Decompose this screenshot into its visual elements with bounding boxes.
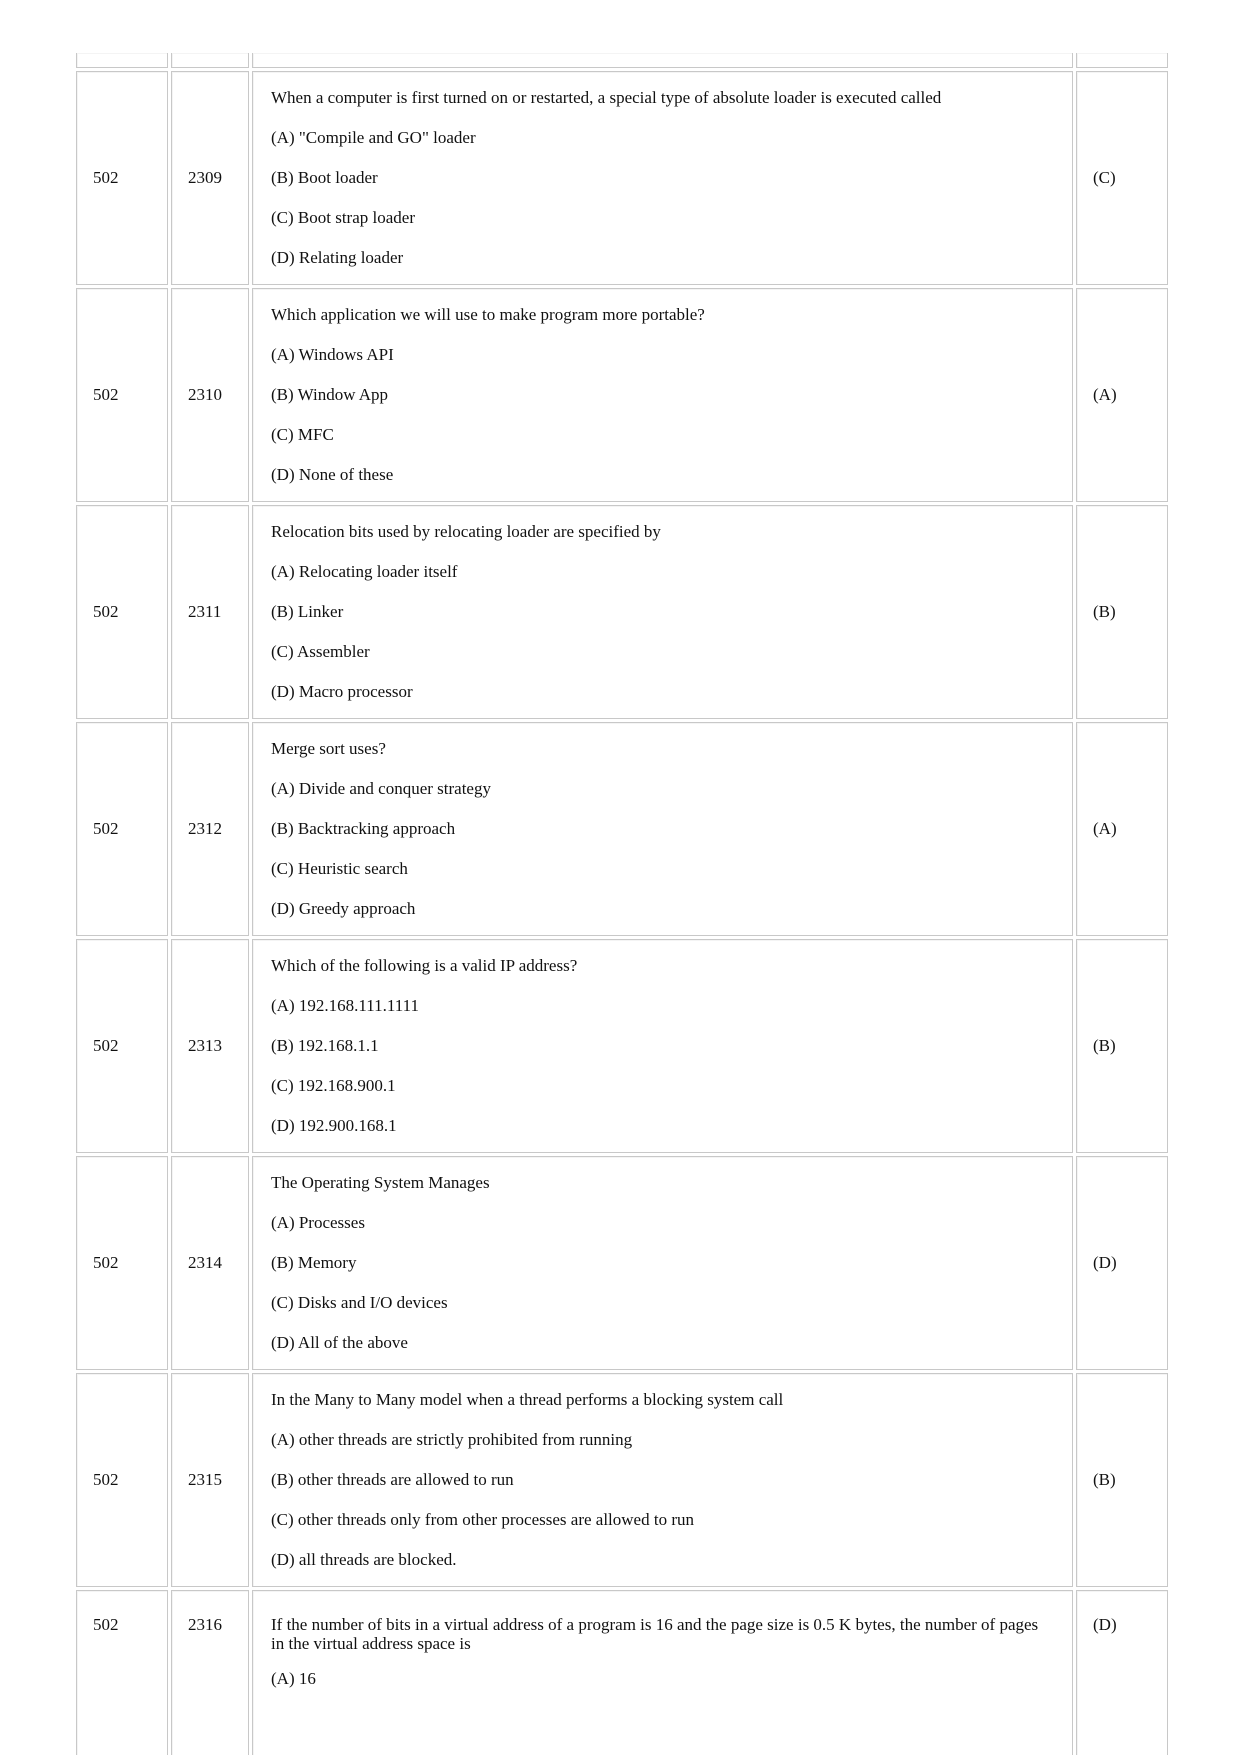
answer-option: (D) Relating loader: [271, 248, 404, 267]
answer-option: (B) Linker: [271, 602, 344, 621]
question-cell: [252, 71, 1073, 285]
table-row: [76, 71, 1168, 285]
table-row: [76, 939, 1168, 1153]
answer-option: (C) MFC: [271, 425, 334, 444]
answer-option: (C) Disks and I/O devices: [271, 1293, 448, 1312]
answer-option: (A) Relocating loader itself: [271, 562, 458, 581]
question-cell: [252, 939, 1073, 1153]
answer-option: (C) Heuristic search: [271, 859, 408, 878]
answer-option: (B) Memory: [271, 1253, 357, 1272]
question-text: When a computer is first turned on or restarted, a special type of absolute loader is executed called: [271, 88, 942, 107]
answer-option: (C) Assembler: [271, 642, 370, 661]
table-row: [76, 722, 1168, 936]
subject-code-cell: 502: [76, 1156, 168, 1370]
subject-code-cell: 502: [76, 505, 168, 719]
answer-option: (A) Windows API: [271, 345, 394, 364]
answer-option: (A) 192.168.111.1111: [271, 996, 419, 1015]
question-number-cell: 2314: [171, 1156, 249, 1370]
answer-option: (A) Processes: [271, 1213, 365, 1232]
answer-option: (C) 192.168.900.1: [271, 1076, 396, 1095]
answer-option: (A) 16: [271, 1669, 316, 1688]
question-text: Which application we will use to make program more portable?: [271, 305, 705, 324]
question-table: [73, 50, 1171, 1755]
question-cell: [252, 722, 1073, 936]
question-number-cell: 2316: [171, 1590, 249, 1755]
answer-option: (C) other threads only from other processes are allowed to run: [271, 1510, 694, 1529]
answer-option: (D) Greedy approach: [271, 899, 416, 918]
subject-code-cell: 502: [76, 288, 168, 502]
question-number-cell: 2309: [171, 71, 249, 285]
table-row: [76, 505, 1168, 719]
table-row-continued: [76, 53, 1168, 68]
correct-answer-cell: (B): [1076, 939, 1168, 1153]
correct-answer-cell: (A): [1076, 722, 1168, 936]
answer-option: (D) All of the above: [271, 1333, 408, 1352]
answer-option: (D) Macro processor: [271, 682, 413, 701]
question-cell: [252, 505, 1073, 719]
answer-option: (A) Divide and conquer strategy: [271, 779, 491, 798]
correct-answer-cell: (D): [1076, 1156, 1168, 1370]
answer-option: (A) other threads are strictly prohibited from running: [271, 1430, 633, 1449]
subject-code-cell: 502: [76, 1590, 168, 1755]
question-cell: [252, 288, 1073, 502]
subject-code-cell: 502: [76, 71, 168, 285]
question-text: Merge sort uses?: [271, 739, 386, 758]
correct-answer-cell: (C): [1076, 71, 1168, 285]
question-text: Relocation bits used by relocating loader are specified by: [271, 522, 661, 541]
question-text: If the number of bits in a virtual address of a program is 16 and the page size is 0.5 K bytes, the number of pages in the virtual address space is: [271, 1615, 1039, 1653]
question-number-cell: 2312: [171, 722, 249, 936]
question-number-cell: 2313: [171, 939, 249, 1153]
answer-option: (B) Boot loader: [271, 168, 378, 187]
subject-code-cell: 502: [76, 1373, 168, 1587]
answer-option: (B) other threads are allowed to run: [271, 1470, 514, 1489]
correct-answer-cell: (B): [1076, 1373, 1168, 1587]
question-number-cell: 2310: [171, 288, 249, 502]
question-cell: [252, 1590, 1073, 1755]
question-text: The Operating System Manages: [271, 1173, 490, 1192]
subject-code-cell: 502: [76, 939, 168, 1153]
table-row: [76, 1373, 1168, 1587]
table-row: [76, 1590, 1168, 1755]
answer-option: (C) Boot strap loader: [271, 208, 415, 227]
answer-option: (B) 192.168.1.1: [271, 1036, 379, 1055]
answer-option: (D) None of these: [271, 465, 394, 484]
answer-option: (A) "Compile and GO" loader: [271, 128, 476, 147]
answer-option: (D) all threads are blocked.: [271, 1550, 457, 1569]
table-row: [76, 288, 1168, 502]
question-text: In the Many to Many model when a thread performs a blocking system call: [271, 1390, 784, 1409]
table-row: [76, 1156, 1168, 1370]
question-number-cell: 2311: [171, 505, 249, 719]
correct-answer-cell: (A): [1076, 288, 1168, 502]
answer-option: (B) Backtracking approach: [271, 819, 456, 838]
question-cell: [252, 1156, 1073, 1370]
question-table-page: [73, 50, 1171, 1755]
correct-answer-cell: (B): [1076, 505, 1168, 719]
subject-code-cell: 502: [76, 722, 168, 936]
correct-answer-cell: (D): [1076, 1590, 1168, 1755]
question-number-cell: 2315: [171, 1373, 249, 1587]
question-text: Which of the following is a valid IP address?: [271, 956, 578, 975]
question-cell: [252, 1373, 1073, 1587]
answer-option: (B) Window App: [271, 385, 389, 404]
answer-option: (D) 192.900.168.1: [271, 1116, 397, 1135]
